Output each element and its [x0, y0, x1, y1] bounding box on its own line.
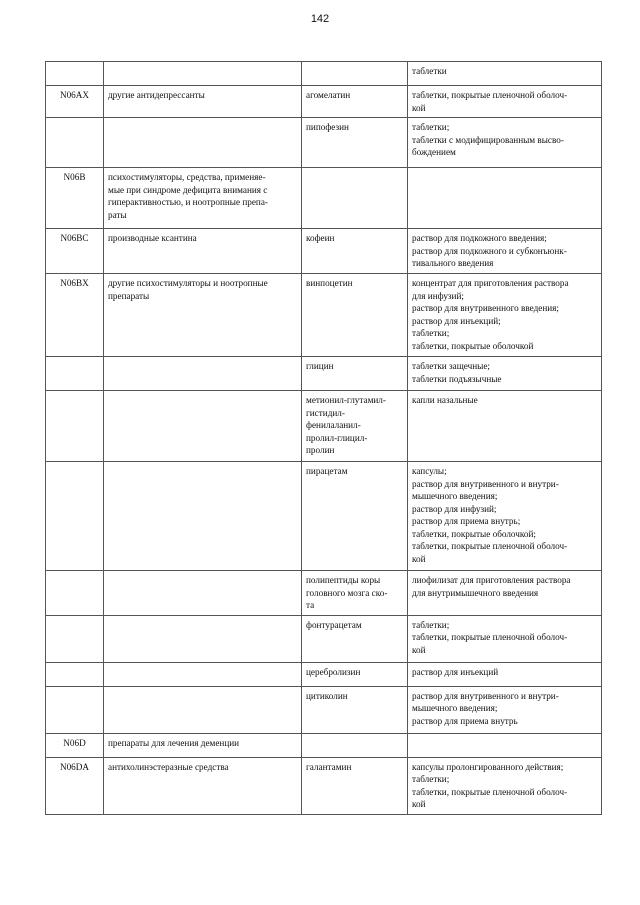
table-row — [46, 733, 602, 757]
dosage-forms-cell-line: таблетки, покрытые пленочной оболоч- — [412, 786, 568, 797]
table-row — [46, 229, 602, 274]
dosage-forms-cell-line: для инфузий; — [412, 290, 464, 301]
table-row — [46, 462, 602, 571]
dosage-forms-cell — [408, 274, 602, 357]
group-name-cell — [104, 733, 302, 757]
atc-code-cell: N06AX — [46, 86, 104, 118]
table-row — [46, 86, 602, 118]
group-name-cell — [104, 462, 302, 571]
dosage-forms-cell-line: таблетки; — [412, 619, 450, 630]
dosage-forms-cell-line: таблетки с модифицированным высво- — [412, 134, 564, 145]
substance-cell — [302, 274, 408, 357]
dosage-forms-cell-line: капсулы; — [412, 466, 447, 476]
dosage-forms-cell — [408, 615, 602, 662]
dosage-forms-cell-line: бождением — [412, 147, 456, 157]
dosage-forms-cell-line: таблетки, покрытые оболочкой; — [412, 528, 536, 539]
substance-cell-line: пролил-глицил- — [306, 432, 368, 443]
atc-code-cell: N06BX — [46, 274, 104, 357]
substance-cell-line: церебролизин — [306, 666, 361, 677]
group-name-cell — [104, 274, 302, 357]
dosage-forms-cell-line: раствор для инфузий; — [412, 503, 497, 514]
substance-cell — [302, 229, 408, 274]
dosage-forms-cell-line: таблетки — [412, 66, 447, 76]
dosage-forms-cell — [408, 733, 602, 757]
atc-code-cell — [46, 662, 104, 686]
substance-cell-line: полипептиды коры — [306, 575, 381, 585]
dosage-forms-cell-line: таблетки; — [412, 328, 450, 338]
atc-code-cell — [46, 118, 104, 168]
dosage-forms-cell-line: таблетки; — [412, 774, 450, 784]
dosage-forms-cell — [408, 757, 602, 814]
table-body — [46, 62, 602, 815]
dosage-forms-cell — [408, 391, 602, 462]
dosage-forms-cell-line: капли назальные — [412, 395, 478, 405]
table-row — [46, 571, 602, 616]
group-name-cell-line: препараты для лечения деменции — [108, 737, 240, 748]
dosage-forms-cell-line: раствор для приема внутрь; — [412, 516, 521, 526]
substance-cell — [302, 615, 408, 662]
group-name-cell — [104, 168, 302, 229]
dosage-forms-cell — [408, 118, 602, 168]
table-row — [46, 357, 602, 391]
dosage-forms-cell-line: кой — [412, 799, 426, 809]
dosage-forms-cell-line: кой — [412, 102, 426, 113]
substance-cell — [302, 118, 408, 168]
table-row — [46, 757, 602, 814]
dosage-forms-cell — [408, 229, 602, 274]
substance-cell-line: пипофезин — [306, 122, 349, 132]
table-row — [46, 662, 602, 686]
dosage-forms-cell-line: таблетки подъязычные — [412, 373, 502, 384]
table-row — [46, 391, 602, 462]
table-row — [46, 615, 602, 662]
group-name-cell-line: другие антидепрессанты — [108, 90, 205, 100]
substance-cell-line: головного мозга ско- — [306, 587, 388, 598]
group-name-cell-line: производные ксантина — [108, 233, 197, 243]
dosage-forms-cell — [408, 62, 602, 86]
dosage-forms-cell-line: таблетки защечные; — [412, 361, 490, 371]
atc-code-cell — [46, 571, 104, 616]
atc-code-cell — [46, 62, 104, 86]
group-name-cell — [104, 615, 302, 662]
group-name-cell-line: препараты — [108, 290, 150, 301]
substance-cell-line: агомелатин — [306, 90, 351, 100]
dosage-forms-cell-line: раствор для внутривенного и внутри- — [412, 690, 559, 701]
substance-cell-line: та — [306, 600, 315, 610]
substance-cell — [302, 462, 408, 571]
substance-cell-line: фенилаланил- — [306, 420, 361, 430]
table-row — [46, 686, 602, 733]
substance-cell-line: метионил-глутамил- — [306, 395, 386, 405]
group-name-cell — [104, 662, 302, 686]
substance-cell — [302, 62, 408, 86]
drug-table — [45, 61, 602, 815]
atc-code-cell — [46, 357, 104, 391]
substance-cell-line: галантамин — [306, 761, 352, 772]
dosage-forms-cell-line: для внутримышечного введения — [412, 587, 539, 598]
dosage-forms-cell-line: таблетки, покрытые пленочной оболоч- — [412, 541, 568, 551]
substance-cell-line: цитиколин — [306, 690, 348, 701]
group-name-cell — [104, 686, 302, 733]
substance-cell — [302, 571, 408, 616]
substance-cell — [302, 357, 408, 391]
table-row — [46, 274, 602, 357]
group-name-cell — [104, 357, 302, 391]
substance-cell — [302, 733, 408, 757]
dosage-forms-cell — [408, 86, 602, 118]
dosage-forms-cell-line: капсулы пролонгированного действия; — [412, 761, 564, 772]
substance-cell-line: пролин — [306, 445, 335, 455]
dosage-forms-cell — [408, 662, 602, 686]
group-name-cell — [104, 757, 302, 814]
group-name-cell-line: гиперактивностью, и ноотропные препа- — [108, 197, 268, 207]
substance-cell-line: глицин — [306, 361, 334, 371]
dosage-forms-cell-line: кой — [412, 644, 426, 655]
dosage-forms-cell-line: раствор для инъекций; — [412, 315, 501, 326]
dosage-forms-cell — [408, 462, 602, 571]
substance-cell — [302, 757, 408, 814]
group-name-cell — [104, 571, 302, 616]
group-name-cell — [104, 118, 302, 168]
dosage-forms-cell-line: мышечного введения; — [412, 703, 498, 713]
substance-cell — [302, 686, 408, 733]
group-name-cell-line: другие психостимуляторы и ноотропные — [108, 278, 268, 288]
dosage-forms-cell-line: раствор для внутривенного и внутри- — [412, 478, 559, 489]
dosage-forms-cell-line: тивального введения — [412, 258, 494, 268]
group-name-cell-line: антихолинэстеразные средства — [108, 761, 229, 772]
table-row — [46, 168, 602, 229]
dosage-forms-cell-line: таблетки, покрытые оболочкой — [412, 340, 534, 351]
table-row — [46, 118, 602, 168]
group-name-cell-line: мые при синдроме дефицита внимания с — [108, 184, 268, 195]
substance-cell — [302, 391, 408, 462]
dosage-forms-cell-line: раствор для инъекций — [412, 666, 499, 677]
dosage-forms-cell-line: лиофилизат для приготовления раствора — [412, 575, 571, 585]
dosage-forms-cell-line: кой — [412, 553, 426, 564]
substance-cell-line: фонтурацетам — [306, 619, 362, 630]
dosage-forms-cell-line: концентрат для приготовления раствора — [412, 278, 569, 288]
substance-cell-line: гистидил- — [306, 407, 345, 418]
dosage-forms-cell-line: таблетки, покрытые пленочной оболоч- — [412, 632, 568, 642]
atc-code-cell: N06DA — [46, 757, 104, 814]
atc-code-cell: N06BC — [46, 229, 104, 274]
group-name-cell-line: психостимуляторы, средства, применяе- — [108, 172, 266, 182]
substance-cell-line: винпоцетин — [306, 278, 353, 288]
atc-code-cell — [46, 391, 104, 462]
atc-code-cell — [46, 615, 104, 662]
dosage-forms-cell-line: таблетки; — [412, 122, 450, 132]
substance-cell — [302, 662, 408, 686]
dosage-forms-cell-line: мышечного введения; — [412, 491, 498, 501]
group-name-cell-line: раты — [108, 209, 127, 220]
dosage-forms-cell — [408, 686, 602, 733]
atc-code-cell — [46, 686, 104, 733]
group-name-cell — [104, 86, 302, 118]
dosage-forms-cell-line: таблетки, покрытые пленочной оболоч- — [412, 90, 568, 100]
atc-code-cell — [46, 462, 104, 571]
group-name-cell — [104, 229, 302, 274]
dosage-forms-cell — [408, 357, 602, 391]
dosage-forms-cell-line: раствор для приема внутрь — [412, 715, 518, 726]
group-name-cell — [104, 391, 302, 462]
dosage-forms-cell-line: раствор для внутривенного введения; — [412, 303, 559, 313]
page-number: 142 — [310, 13, 330, 25]
substance-cell-line: кофеин — [306, 233, 335, 243]
substance-cell — [302, 168, 408, 229]
dosage-forms-cell-line: раствор для подкожного введения; — [412, 233, 547, 243]
dosage-forms-cell — [408, 571, 602, 616]
substance-cell-line: пирацетам — [306, 466, 348, 476]
dosage-forms-cell-line: раствор для подкожного и субконъюнк- — [412, 245, 567, 256]
table-row — [46, 62, 602, 86]
substance-cell — [302, 86, 408, 118]
group-name-cell — [104, 62, 302, 86]
atc-code-cell: N06B — [46, 168, 104, 229]
dosage-forms-cell — [408, 168, 602, 229]
atc-code-cell: N06D — [46, 733, 104, 757]
